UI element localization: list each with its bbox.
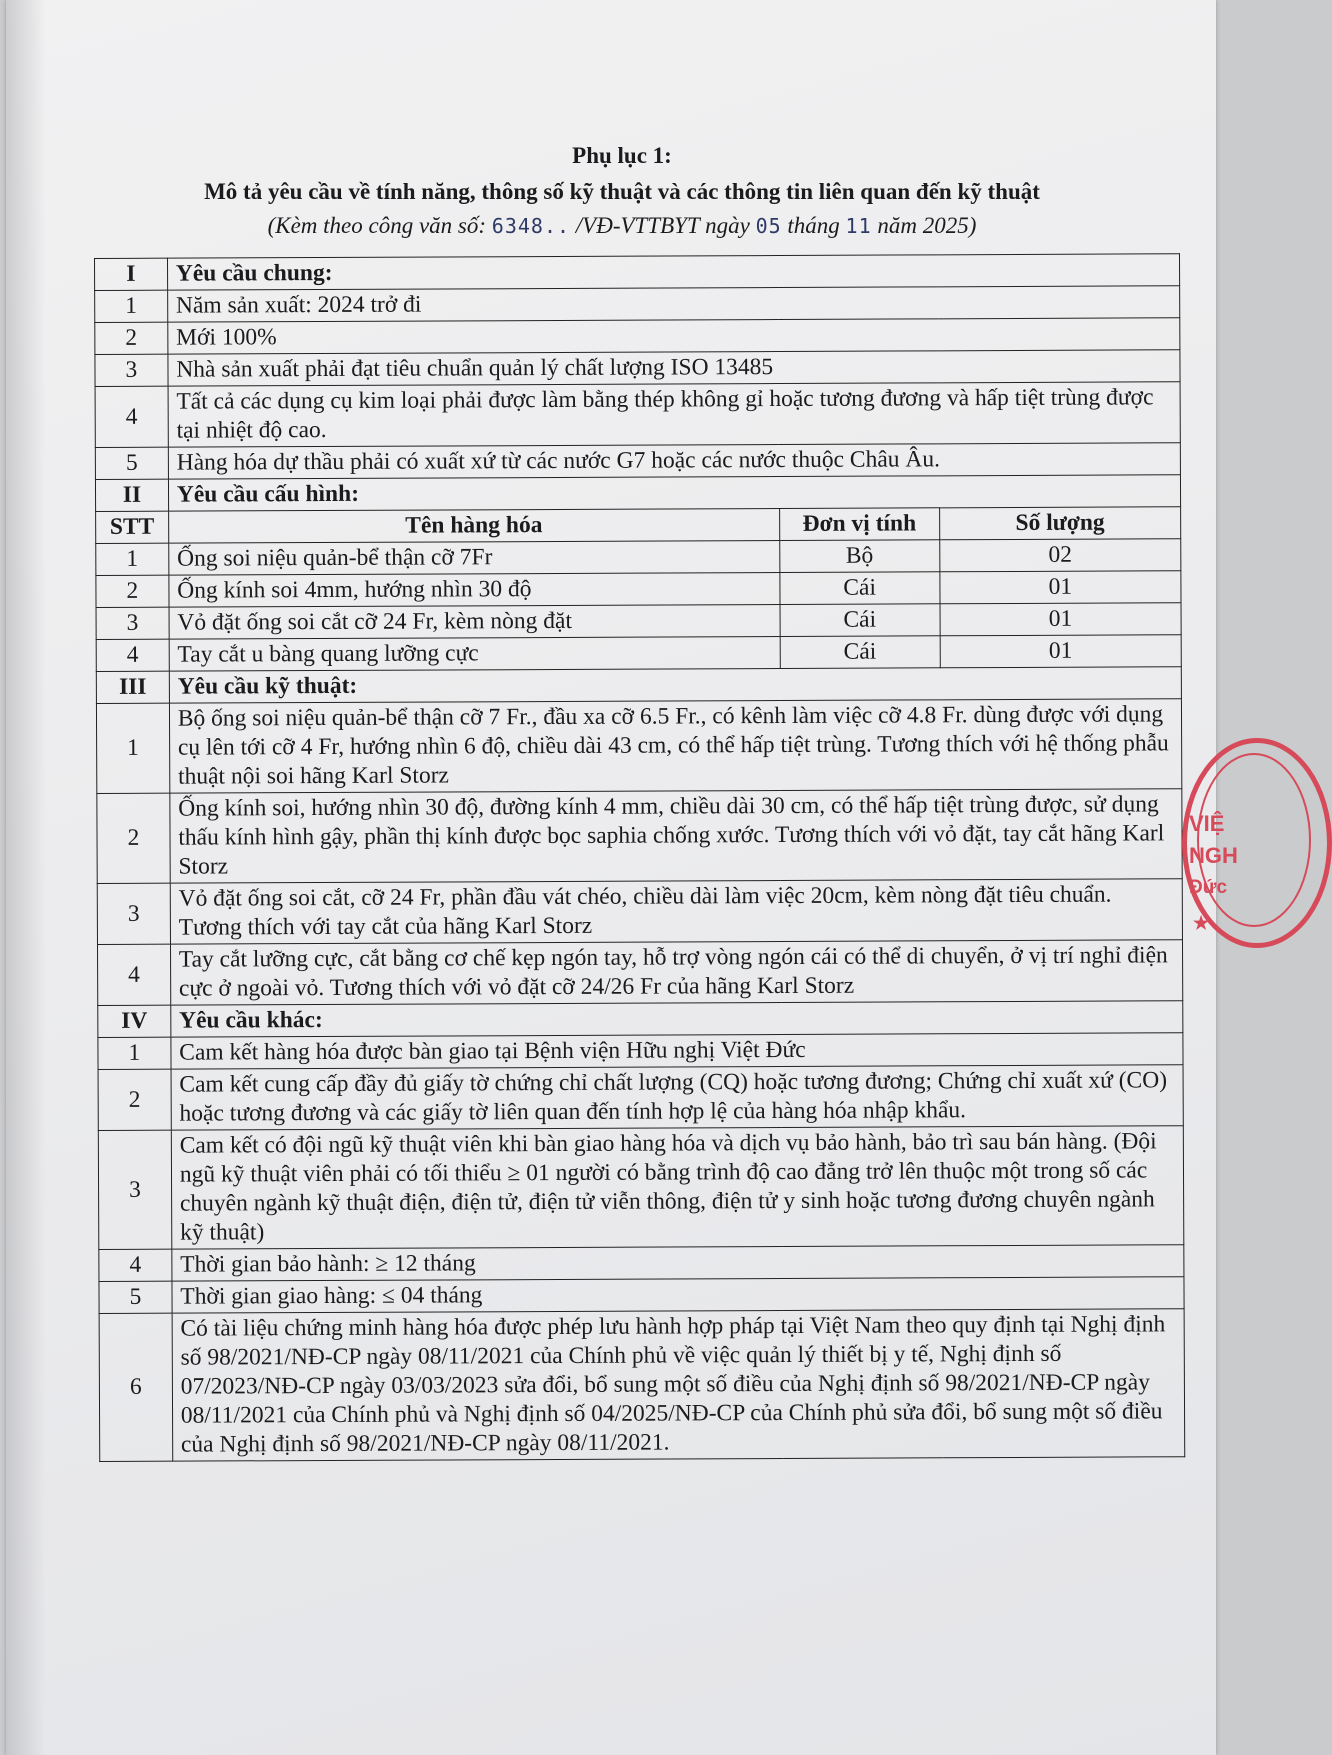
item-text: Vỏ đặt ống soi cắt, cỡ 24 Fr, phần đầu vát chéo, chiều dài làm việc 20cm, kèm nòng đặt tiêu chuẩn. Tương thích với tay cắt của hãng Karl Storz [170,879,1182,944]
item-text: Tay cắt lưỡng cực, cắt bằng cơ chế kẹp ngón tay, hỗ trợ vòng ngón cái có thể di chuyển, ở vị trí nghỉ điện cực ở ngoài vỏ. Tương thích với vỏ đặt cỡ 24/26 Fr của hãng Karl Storz [170,940,1182,1005]
table-row [97,879,1182,945]
appendix-title: Phụ lục 1: [572,143,672,168]
item-unit: Cái [779,572,939,605]
table-row [95,350,1180,387]
table-row [95,286,1180,323]
item-quantity: 01 [940,571,1181,604]
item-number: 3 [97,883,170,944]
red-seal-stamp [1182,738,1332,948]
section-number: IV [98,1005,171,1037]
item-text: Cam kết hàng hóa được bàn giao tại Bệnh viện Hữu nghị Việt Đức [171,1033,1183,1069]
item-number: 4 [99,1249,172,1281]
table-row [99,1277,1184,1314]
config-row [96,539,1181,576]
table-row [99,1309,1185,1462]
item-number: 6 [99,1313,172,1461]
document-page [6,0,1216,1755]
section-title: Yêu cầu khác: [171,1001,1183,1037]
table-row [99,1245,1184,1282]
ref-prefix: (Kèm theo công văn số: [267,213,487,238]
config-header-row [96,507,1181,544]
item-number: 3 [95,354,168,386]
stamp-text-2: NGH [1189,843,1238,868]
table-row [95,443,1180,480]
ref-number-handwritten: 6348.. [491,214,571,238]
item-quantity: 01 [940,603,1181,636]
table-row [98,1033,1183,1070]
item-number: 4 [95,386,168,447]
item-number: 2 [96,575,169,607]
requirements-table [94,253,1185,1462]
item-number: 1 [95,290,168,322]
ref-month-handwritten: 11 [845,214,872,238]
config-row [96,603,1181,640]
config-row [96,635,1181,672]
table-row [97,940,1182,1006]
item-text: Năm sản xuất: 2024 trở đi [167,286,1179,322]
ref-mid: /VĐ-VTTBYT ngày [575,213,750,238]
item-number: 5 [95,447,168,479]
item-number: 1 [98,1037,171,1069]
item-number: 2 [98,1069,171,1130]
ref-suffix: năm 2025) [877,213,977,238]
section-header-row [95,475,1180,512]
item-number: 2 [97,793,170,883]
section-number: III [96,671,169,703]
document-header [6,140,1238,242]
section-header-row [95,254,1180,291]
item-number: 4 [97,944,170,1005]
item-text: Nhà sản xuất phải đạt tiêu chuẩn quản lý chất lượng ISO 13485 [168,350,1180,386]
item-text: Tất cả các dụng cụ kim loại phải được làm bằng thép không gỉ hoặc tương đương và hấp tiệt trùng được tại nhiệt độ cao. [168,382,1180,447]
table-row [95,318,1180,355]
item-number: 4 [96,639,169,671]
item-name: Ống soi niệu quản-bể thận cỡ 7Fr [169,541,780,576]
item-unit: Cái [780,636,940,669]
config-row [96,571,1181,608]
item-number: 3 [98,1130,171,1249]
item-text: Thời gian giao hàng: ≤ 04 tháng [172,1277,1184,1313]
reference-line [6,210,1238,242]
stamp-text-1: VIỆ [1189,811,1225,836]
ref-month-label: tháng [787,213,840,238]
item-text: Thời gian bảo hành: ≥ 12 tháng [172,1245,1184,1281]
table-row [98,1065,1183,1131]
item-text: Cam kết có đội ngũ kỹ thuật viên khi bàn giao hàng hóa và dịch vụ bảo hành, bảo trì sau bán hàng. (Đội ngũ kỹ thuật viên phải có tối thiểu ≥ 01 người có bằng trình độ cao đẳng trở lên thuộc một trong số các chuyên ngành kỹ thuật điện, điện tử, điện tử viễn thông, điện tử y sinh hoặc tương đương chuyên ngành kỹ thuật) [171,1126,1184,1249]
item-quantity: 02 [940,539,1181,572]
item-unit: Cái [780,604,940,637]
ref-day-handwritten: 05 [755,214,782,238]
item-text: Hàng hóa dự thầu phải có xuất xứ từ các nước G7 hoặc các nước thuộc Châu Âu. [168,443,1180,479]
item-text: Cam kết cung cấp đầy đủ giấy tờ chứng chỉ chất lượng (CQ) hoặc tương đương; Chứng chỉ xuất xứ (CO) hoặc tương đương và các giấy tờ liên quan đến tính hợp lệ của hàng hóa nhập khẩu. [171,1065,1183,1130]
appendix-subtitle: Mô tả yêu cầu về tính năng, thông số kỹ thuật và các thông tin liên quan đến kỹ thuật [204,179,1040,204]
item-unit: Bộ [779,540,939,573]
table-row [96,699,1181,794]
section-header-row [98,1001,1183,1038]
table-row [97,789,1182,884]
stamp-text-3: Đức [1189,877,1228,898]
star-icon: ★ [1193,913,1210,933]
item-number: 3 [96,607,169,639]
page-edge-shadow [6,0,46,1755]
item-text: Mới 100% [168,318,1180,354]
item-number: 5 [99,1281,172,1313]
item-name: Tay cắt u bàng quang lưỡng cực [169,637,780,672]
section-title: Yêu cầu chung: [167,254,1179,290]
section-number: II [95,479,168,511]
section-title: Yêu cầu kỹ thuật: [169,667,1181,703]
section-header-row [96,667,1181,704]
item-text: Có tài liệu chứng minh hàng hóa được phép lưu hành hợp pháp tại Việt Nam theo quy định tại Nghị định số 98/2021/NĐ-CP ngày 08/11/2021 của Chính phủ về việc quản lý thiết bị y tế, Nghị định số 07/2023/NĐ-CP ngày 03/03/2023 sửa đổi, bổ sung một số điều của Nghị định số 98/2021/NĐ-CP ngày 08/11/2021 của Chính phủ và Nghị định số 04/2025/NĐ-CP của Chính phủ sửa đổi, bổ sung một số điều của Nghị định số 98/2021/NĐ-CP ngày 08/11/2021. [172,1309,1185,1461]
item-name: Vỏ đặt ống soi cắt cỡ 24 Fr, kèm nòng đặt [169,605,780,640]
item-text: Bộ ống soi niệu quản-bể thận cỡ 7 Fr., đầu xa cỡ 6.5 Fr., có kênh làm việc cỡ 4.8 Fr. dùng được với dụng cụ lên tới cỡ 4 Fr, hướng nhìn 6 độ, chiều dài 43 cm, có thể hấp tiệt trùng. Tương thích với hệ thống phẫu thuật nội soi hãng Karl Storz [169,699,1182,793]
column-header-unit: Đơn vị tính [779,508,939,541]
item-quantity: 01 [940,635,1181,668]
item-name: Ống kính soi 4mm, hướng nhìn 30 độ [169,573,780,608]
item-text: Ống kính soi, hướng nhìn 30 độ, đường kính 4 mm, chiều dài 30 cm, có thể hấp tiệt trùng được, sử dụng thấu kính hình gậy, phần thị kính được bọc saphia chống xước. Tương thích với vỏ đặt, tay cắt hãng Karl Storz [170,789,1183,883]
section-number: I [95,258,168,290]
item-number: 2 [95,322,168,354]
table-row [95,382,1180,448]
column-header-stt: STT [96,511,169,543]
item-number: 1 [96,543,169,575]
table-row [98,1126,1184,1250]
column-header-qty: Số lượng [939,507,1180,540]
column-header-name: Tên hàng hóa [168,509,779,544]
section-title: Yêu cầu cấu hình: [168,475,1180,511]
item-number: 1 [96,703,169,793]
